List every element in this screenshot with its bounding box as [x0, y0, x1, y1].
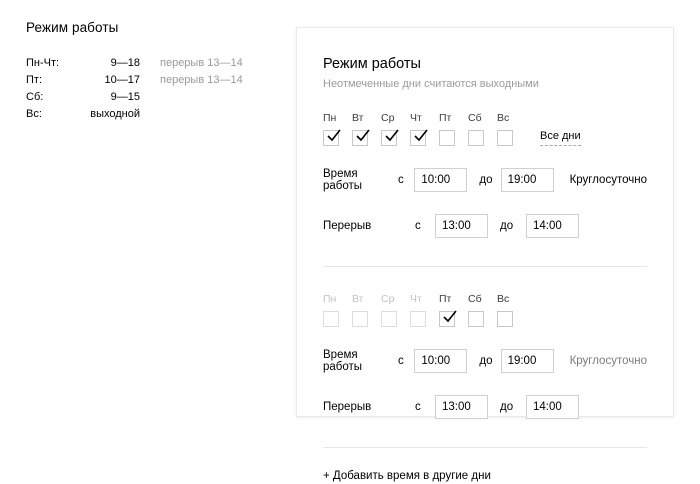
day-column-sr [381, 112, 410, 146]
day-column-pt [439, 293, 468, 327]
table-row [26, 91, 243, 108]
card-subtitle: Неотмеченные дни считаются выходными [323, 78, 539, 90]
day-checkbox-pn[interactable] [323, 130, 339, 146]
day-checkbox-pn[interactable] [323, 311, 339, 327]
check-icon [441, 308, 459, 326]
check-icon [383, 127, 401, 145]
from-label: с [415, 220, 421, 232]
from-label: с [398, 174, 404, 186]
summary-table [26, 57, 243, 125]
day-checkbox-sr[interactable] [381, 311, 397, 327]
summary-day: Пн-Чт: [26, 57, 60, 69]
day-checkbox-cht[interactable] [410, 130, 426, 146]
day-checkbox-row [323, 112, 647, 146]
break-to-input[interactable] [526, 395, 579, 419]
summary-hours: 9—18 [110, 57, 140, 69]
day-checkbox-sb[interactable] [468, 130, 484, 146]
day-column-sr [381, 293, 410, 327]
day-column-sb [468, 293, 497, 327]
day-checkbox-vt[interactable] [352, 130, 368, 146]
day-checkbox-vs[interactable] [497, 311, 513, 327]
day-checkbox-cht[interactable] [410, 311, 426, 327]
table-row [26, 74, 243, 91]
round-clock-link[interactable]: Круглосуточно [569, 174, 647, 186]
day-label: Пн [323, 293, 337, 305]
day-checkbox-pt[interactable] [439, 130, 455, 146]
table-row [26, 57, 243, 74]
work-to-input[interactable] [501, 349, 554, 373]
day-label: Ср [381, 293, 395, 305]
break-from-input[interactable] [435, 395, 488, 419]
work-time-row [323, 168, 647, 192]
summary-day: Пт: [26, 74, 43, 86]
divider [323, 447, 647, 448]
work-from-input[interactable] [414, 168, 467, 192]
summary-day: Вс: [26, 108, 42, 120]
day-checkbox-vt[interactable] [352, 311, 368, 327]
schedule-group-1 [323, 112, 647, 238]
day-column-vt [352, 112, 381, 146]
check-icon [412, 127, 430, 145]
summary-hours: выходной [90, 108, 140, 120]
day-checkbox-row [323, 293, 647, 327]
day-column-vs [497, 112, 526, 146]
day-label: Вт [352, 112, 364, 124]
schedule-editor-card [296, 27, 674, 482]
work-time-label: Время работы [323, 349, 363, 373]
check-icon [325, 127, 343, 145]
summary-break: перерыв 13—14 [160, 57, 243, 69]
work-time-row [323, 349, 647, 373]
day-column-pn [323, 293, 352, 327]
from-label: с [398, 355, 404, 367]
add-other-days-link[interactable]: + Добавить время в другие дни [323, 470, 491, 482]
day-label: Ср [381, 112, 395, 124]
day-label: Сб [468, 293, 482, 305]
break-label: Перерыв [323, 401, 372, 413]
summary-break [140, 108, 243, 125]
schedule-summary [26, 20, 276, 125]
break-label: Перерыв [323, 220, 372, 232]
to-label: до [479, 174, 493, 186]
to-label: до [500, 220, 514, 232]
day-label: Чт [410, 112, 422, 124]
day-label: Вс [497, 112, 510, 124]
day-label: Вт [352, 293, 364, 305]
schedule-group-2 [323, 293, 647, 419]
day-column-pt [439, 112, 468, 146]
round-clock-link[interactable]: Круглосуточно [569, 355, 647, 367]
all-days-link[interactable]: Все дни [540, 129, 581, 146]
card-title: Режим работы [323, 56, 421, 72]
break-from-input[interactable] [435, 214, 488, 238]
break-time-row [323, 214, 647, 238]
day-checkbox-sb[interactable] [468, 311, 484, 327]
day-checkbox-pt[interactable] [439, 311, 455, 327]
day-label: Пт [439, 293, 452, 305]
summary-title: Режим работы [26, 20, 119, 35]
to-label: до [500, 401, 514, 413]
work-time-label: Время работы [323, 168, 363, 192]
check-icon [354, 127, 372, 145]
from-label: с [415, 401, 421, 413]
day-column-cht [410, 112, 439, 146]
day-column-sb [468, 112, 497, 146]
day-column-vs [497, 293, 526, 327]
summary-hours: 10—17 [104, 74, 140, 86]
table-row [26, 108, 243, 125]
summary-day: Сб: [26, 91, 44, 103]
divider [323, 266, 647, 267]
break-to-input[interactable] [526, 214, 579, 238]
work-to-input[interactable] [501, 168, 554, 192]
day-column-vt [352, 293, 381, 327]
summary-break: перерыв 13—14 [160, 74, 243, 86]
day-column-cht [410, 293, 439, 327]
to-label: до [479, 355, 493, 367]
day-label: Пн [323, 112, 337, 124]
summary-hours: 9—15 [110, 91, 140, 103]
day-label: Пт [439, 112, 452, 124]
work-from-input[interactable] [414, 349, 467, 373]
day-label: Сб [468, 112, 482, 124]
day-column-pn [323, 112, 352, 146]
day-checkbox-sr[interactable] [381, 130, 397, 146]
day-label: Чт [410, 293, 422, 305]
day-checkbox-vs[interactable] [497, 130, 513, 146]
summary-break [140, 91, 243, 108]
day-label: Вс [497, 293, 510, 305]
break-time-row [323, 395, 647, 419]
